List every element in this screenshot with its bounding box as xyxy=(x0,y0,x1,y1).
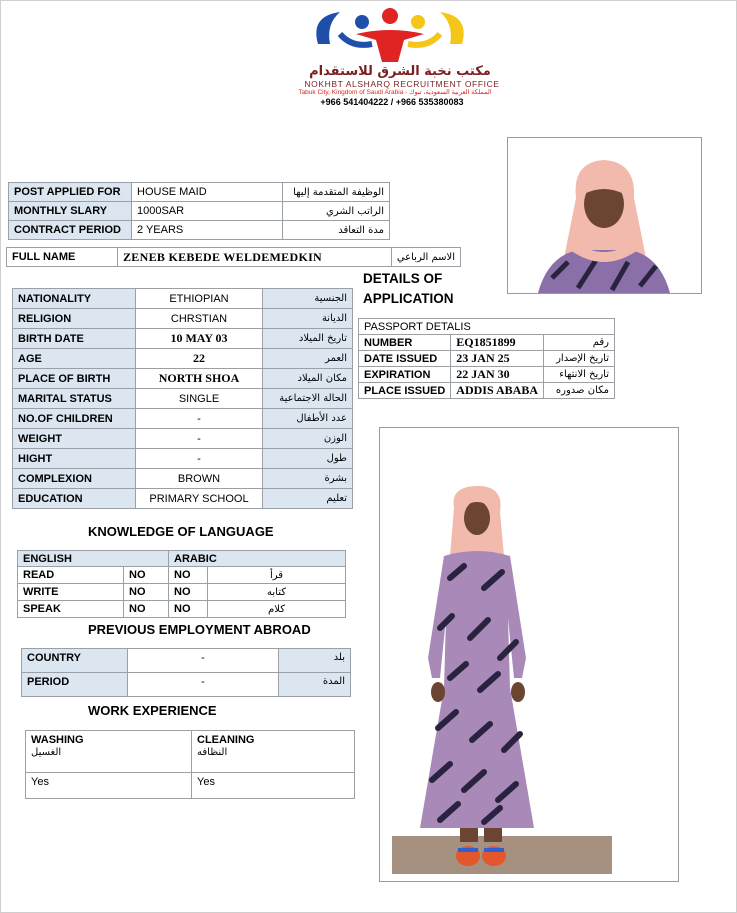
agency-arabic-name: مكتب نخبة الشرق للاستقدام xyxy=(309,64,491,79)
personal-label: EDUCATION xyxy=(13,489,136,509)
employment-arabic: المدة xyxy=(279,673,351,697)
job-value: 1000SAR xyxy=(132,202,283,221)
full-name-label: FULL NAME xyxy=(7,248,118,267)
passport-value: EQ1851899 xyxy=(451,335,544,351)
portrait-image xyxy=(508,138,701,293)
personal-label: NO.OF CHILDREN xyxy=(13,409,136,429)
personal-row xyxy=(13,349,353,369)
personal-label: AGE xyxy=(13,349,136,369)
language-row xyxy=(18,567,346,584)
personal-row xyxy=(13,309,353,329)
experience-table xyxy=(25,730,355,799)
personal-row xyxy=(13,469,353,489)
job-value: 2 YEARS xyxy=(132,221,283,240)
employment-arabic: بلد xyxy=(279,649,351,673)
language-header-english: ENGLISH xyxy=(18,551,169,567)
passport-table xyxy=(358,318,615,399)
experience-washing xyxy=(26,731,192,773)
personal-label: COMPLEXION xyxy=(13,469,136,489)
passport-value: ADDIS ABABA xyxy=(451,383,544,399)
personal-value: - xyxy=(136,409,263,429)
personal-arabic: الجنسية xyxy=(263,289,353,309)
full-name-table xyxy=(6,247,461,267)
personal-arabic: الوزن xyxy=(263,429,353,449)
personal-arabic: عدد الأطفال xyxy=(263,409,353,429)
personal-label: WEIGHT xyxy=(13,429,136,449)
agency-phones: +966 541404222 / +966 535380083 xyxy=(320,97,464,107)
full-name-arabic: الاسم الرباعي xyxy=(391,248,460,267)
passport-row xyxy=(359,335,615,351)
personal-label: HIGHT xyxy=(13,449,136,469)
language-label: SPEAK xyxy=(18,601,124,618)
language-row xyxy=(18,601,346,618)
language-label: READ xyxy=(18,567,124,584)
personal-label: NATIONALITY xyxy=(13,289,136,309)
experience-title: WORK EXPERIENCE xyxy=(88,703,217,718)
language-label: WRITE xyxy=(18,584,124,601)
employment-label: PERIOD xyxy=(22,673,128,697)
personal-row xyxy=(13,449,353,469)
personal-arabic: بشرة xyxy=(263,469,353,489)
personal-value: SINGLE xyxy=(136,389,263,409)
language-row xyxy=(18,584,346,601)
language-english: NO xyxy=(124,584,169,601)
job-label: POST APPLIED FOR xyxy=(9,183,132,202)
passport-label: DATE ISSUED xyxy=(359,351,451,367)
agency-logo xyxy=(300,4,480,66)
experience-cleaning-value: Yes xyxy=(192,773,355,799)
personal-value: - xyxy=(136,449,263,469)
job-label: MONTHLY SLARY xyxy=(9,202,132,221)
personal-row xyxy=(13,429,353,449)
personal-arabic: الديانة xyxy=(263,309,353,329)
personal-label: RELIGION xyxy=(13,309,136,329)
personal-arabic: الحالة الاجتماعية xyxy=(263,389,353,409)
experience-cleaning-arabic: النظافه xyxy=(197,747,228,758)
personal-value: CHRSTIAN xyxy=(136,309,263,329)
personal-value: 22 xyxy=(136,349,263,369)
personal-row xyxy=(13,389,353,409)
language-arabic-label: قرأ xyxy=(208,567,346,584)
personal-value: ETHIOPIAN xyxy=(136,289,263,309)
employment-row xyxy=(22,673,351,697)
job-table xyxy=(8,182,390,240)
passport-row xyxy=(359,351,615,367)
passport-row xyxy=(359,383,615,399)
full-body-image xyxy=(380,428,678,881)
experience-cleaning-label: CLEANING xyxy=(197,734,255,746)
passport-value: 22 JAN 30 xyxy=(451,367,544,383)
personal-value: PRIMARY SCHOOL xyxy=(136,489,263,509)
employment-label: COUNTRY xyxy=(22,649,128,673)
personal-label: PLACE OF BIRTH xyxy=(13,369,136,389)
passport-arabic: مكان صدوره xyxy=(543,383,614,399)
job-value: HOUSE MAID xyxy=(132,183,283,202)
personal-arabic: العمر xyxy=(263,349,353,369)
experience-washing-value: Yes xyxy=(26,773,192,799)
personal-arabic: طول xyxy=(263,449,353,469)
job-label: CONTRACT PERIOD xyxy=(9,221,132,240)
language-title: KNOWLEDGE OF LANGUAGE xyxy=(88,524,274,539)
job-arabic: الوظيفة المتقدمة إليها xyxy=(283,183,390,202)
agency-location: Tabuk City, Kingdom of Saudi Arabia - المملكة العربية السعودية، تبوك xyxy=(298,89,492,96)
passport-arabic: تاريخ الإصدار xyxy=(543,351,614,367)
personal-label: MARITAL STATUS xyxy=(13,389,136,409)
employment-title: PREVIOUS EMPLOYMENT ABROAD xyxy=(88,622,311,637)
personal-row xyxy=(13,329,353,349)
language-arabic: NO xyxy=(169,567,208,584)
passport-arabic: رقم xyxy=(543,335,614,351)
passport-row xyxy=(359,367,615,383)
agency-english-name: NOKHBT ALSHARQ RECRUITMENT OFFICE xyxy=(304,79,500,89)
employment-value: - xyxy=(128,673,279,697)
language-table xyxy=(17,550,346,618)
portrait-photo xyxy=(507,137,702,294)
employment-row xyxy=(22,649,351,673)
employment-table xyxy=(21,648,351,697)
job-row xyxy=(9,202,390,221)
full-name-value: ZENEB KEBEDE WELDEMEDKIN xyxy=(118,248,392,267)
employment-value: - xyxy=(128,649,279,673)
job-arabic: مدة التعاقد xyxy=(283,221,390,240)
language-arabic-label: كلام xyxy=(208,601,346,618)
experience-cleaning xyxy=(192,731,355,773)
experience-washing-arabic: الغسيل xyxy=(31,747,62,758)
personal-value: BROWN xyxy=(136,469,263,489)
passport-label: NUMBER xyxy=(359,335,451,351)
job-row xyxy=(9,221,390,240)
personal-value: 10 MAY 03 xyxy=(136,329,263,349)
personal-row xyxy=(13,409,353,429)
personal-label: BIRTH DATE xyxy=(13,329,136,349)
details-title: DETAILS OF APPLICATION xyxy=(363,271,454,306)
language-arabic: NO xyxy=(169,584,208,601)
job-row xyxy=(9,183,390,202)
personal-value: NORTH SHOA xyxy=(136,369,263,389)
passport-label: PLACE ISSUED xyxy=(359,383,451,399)
experience-washing-label: WASHING xyxy=(31,734,84,746)
passport-title: PASSPORT DETALIS xyxy=(359,319,615,335)
language-english: NO xyxy=(124,601,169,618)
passport-arabic: تاريخ الانتهاء xyxy=(543,367,614,383)
job-arabic: الراتب الشري xyxy=(283,202,390,221)
passport-label: EXPIRATION xyxy=(359,367,451,383)
personal-table xyxy=(12,288,353,509)
personal-row xyxy=(13,369,353,389)
personal-arabic: تاريخ الميلاد xyxy=(263,329,353,349)
personal-row xyxy=(13,289,353,309)
personal-arabic: تعليم xyxy=(263,489,353,509)
language-header-arabic: ARABIC xyxy=(169,551,346,567)
language-english: NO xyxy=(124,567,169,584)
personal-row xyxy=(13,489,353,509)
language-arabic-label: كتابه xyxy=(208,584,346,601)
personal-value: - xyxy=(136,429,263,449)
logo-graphic xyxy=(300,4,480,66)
full-body-photo xyxy=(379,427,679,882)
passport-value: 23 JAN 25 xyxy=(451,351,544,367)
language-arabic: NO xyxy=(169,601,208,618)
personal-arabic: مكان الميلاد xyxy=(263,369,353,389)
